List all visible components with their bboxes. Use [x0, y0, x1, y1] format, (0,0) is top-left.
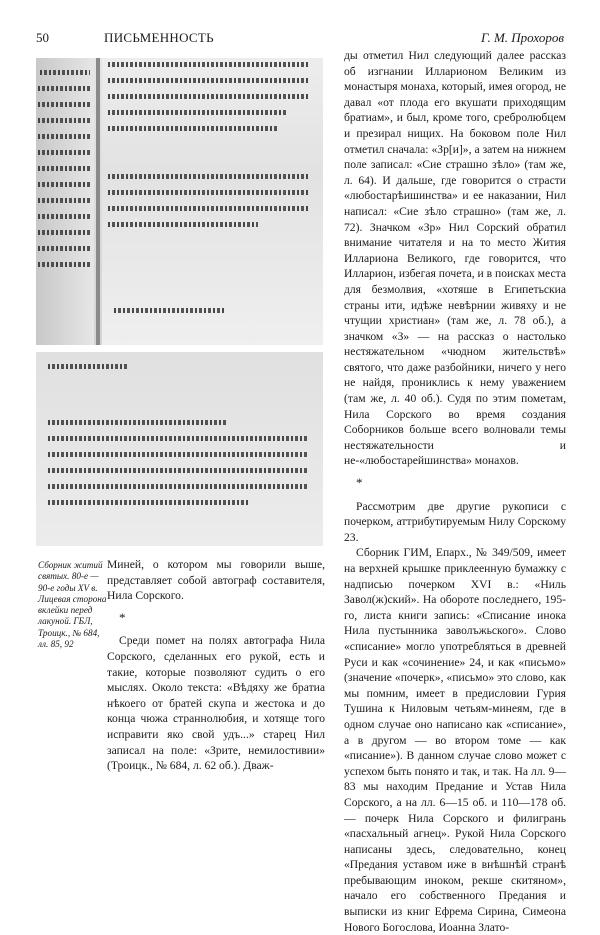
paragraph: Рассмотрим две другие рукописи с почерком, аттрибутируемым Нилу Сорскому 23.: [344, 499, 566, 544]
section-separator: *: [356, 475, 363, 491]
author-name: Г. М. Прохоров: [481, 30, 564, 45]
section-separator: *: [119, 609, 126, 625]
right-text-column: [344, 48, 566, 935]
section-title: ПИСЬМЕННОСТЬ: [104, 30, 214, 45]
left-text-column: [107, 557, 325, 774]
paragraph: ды отметил Нил следующий далее рассказ об изгнании Илларионом Великим из монастыря монаха, который, имея огород, не давал «от плода его вкушати приходящим братиам», и был, кроме того, сребролюбцем и презирал нищих. На боковом поле Нил отметил сначала: «Зр[и]», а затем на нижнем поле записал: «Сие страшно зѣло» (там же, л. 64). И дальше, где говорится о страсти «любостарѣишинства» и ее наказании, Нил написал: «Сие зѣло страшно» (там же, л. 72). Значком «Зр» Нил Сорский обратил внимание читателя и на то место Жития Иллариона Великого, где говорится, что Илларион, избегая почета, и в поисках места для безмолвия, «хотяше в Египетьскиа страны ити, идѣже невѣрнии живяху и не чтущии христиан» (там же, л. 78 об.), а значком «З» — на рассказ о настолько нестяжательном «чюдном жительствѣ» святого, что даже разбойники, ничего у него не найдя, прониклись к нему уважением (там же, л. 40 об.). Судя по этим пометам, Нила Сорского во время создания Соборников больше всего волновали темы нестяжательности и не-«любостарейшинства» монахов.: [344, 49, 566, 468]
page-number: 50: [36, 30, 49, 45]
paragraph: Сборник ГИМ, Епарх., № 349/509, имеет на верхней крышке приклеенную бумажку с надписью почерком XVI в.: «Ниль Завол(ж)ский». На обороте последнего, 195-го, листа книги запись: «Списание инока Нила пустынника заволъжьского». Слово «списание» могло употребляться в древней Руси и как «сочинение» 24, и как «письмо» (значение «почерк», «письмо» это слово, как мы помним, имеет в предисловии Гурия Тушина к Ниловым четьям-минеям, где в одном случае оно написано как «списание», а в другом — во втором томе — как «писание»). В данном случае слово может с успехом быть понято и так, и так. На лл. 9—83 мы находим Предание и Устав Нила Сорского, а на лл. 6—15 об. и 110—178 об.— почерк Нила Сорского и филигрань «пасхальный агнец». Рукой Нила Сорского написаны здесь, следовательно, конец «Предания уставом иже в внѣшнѣй странѣ пребывающим иноком, рекше скитяном», начало его собственного Предания и выписки из книг Ефрема Сирина, Симеона Нового Богослова, Иоанна Злато-: [344, 546, 566, 934]
manuscript-photo-top: [36, 58, 323, 345]
manuscript-gutter: [96, 58, 100, 345]
manuscript-right-page: [102, 58, 323, 345]
figure-caption: Сборник житий святых. 80-е — 90-е годы XV в. Лицевая сторона вклейки перед лакуной. ГБЛ, Троицк., № 684, лл. 85, 92: [38, 560, 107, 650]
manuscript-photo-bottom: [36, 352, 323, 546]
paragraph: Миней, о котором мы говорили выше, представляет собой автограф составителя, Нила Сорского.: [107, 558, 325, 603]
paragraph: Среди помет на полях автографа Нила Сорского, сделанных его рукой, есть и такие, которые позволяют судить о его мыслях. Около текста: «Вѣдяху же братиа нѣкоего от братей скупа и жестока и до конца чюжа страннолюбия, и хотяще того исправити яко свой удъ...» старец Нил записал на поле: «Зрите, немилостивии» (Троицк., № 684, л. 62 об.). Дваж-: [107, 634, 325, 773]
